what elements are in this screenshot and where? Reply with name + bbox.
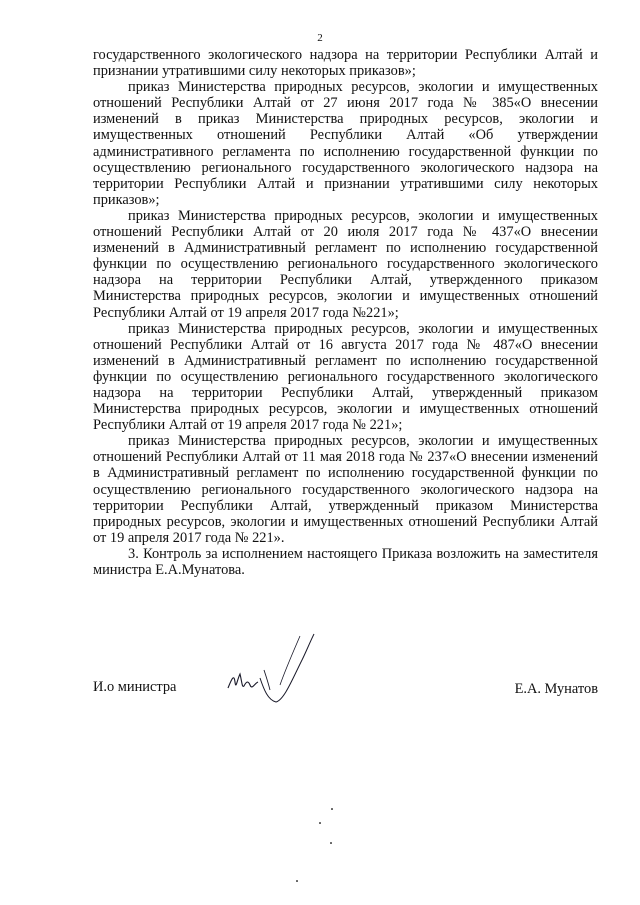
paragraph-6: 3. Контроль за исполнением настоящего Приказа возложить на заместителя министра Е.А.Мунатова. bbox=[93, 545, 598, 578]
paragraph-2: приказ Министерства природных ресурсов, экологии и имущественных отношений Республики Алтай от 27 июня 2017 года № 385«О внесении изменений в приказ Министерства природных ресурсов, экологии и имущественных отношений Республики Алтай «Об утверждении административного регламента по исполнению государственной функции по осуществлению регионального государственного экологического надзора на территории Республики Алтай и признании утратившими силу некоторых приказов»; bbox=[93, 79, 598, 208]
page-number: 2 bbox=[317, 32, 323, 44]
document-body bbox=[93, 47, 598, 578]
scan-speck bbox=[319, 822, 321, 824]
scan-speck bbox=[296, 880, 298, 882]
paragraph-1: государственного экологического надзора на территории Республики Алтай и признании утратившими силу некоторых приказов»; bbox=[93, 47, 598, 80]
paragraph-3: приказ Министерства природных ресурсов, экологии и имущественных отношений Республики Алтай от 20 июля 2017 года № 437«О внесении изменений в Административный регламент по исполнению государственной функции по осуществлению регионального государственного экологического надзора на территории Республики Алтай, утвержденного приказом Министерства природных ресурсов, экологии и имущественных отношений Республики Алтай от 19 апреля 2017 года №221»; bbox=[93, 207, 598, 321]
signature-title: И.о министра bbox=[93, 679, 177, 695]
scan-speck bbox=[331, 808, 333, 810]
handwritten-signature-icon bbox=[220, 630, 330, 710]
scan-speck bbox=[330, 842, 332, 844]
signature-name: Е.А. Мунатов bbox=[514, 681, 598, 697]
paragraph-4: приказ Министерства природных ресурсов, экологии и имущественных отношений Республики Алтай от 16 августа 2017 года № 487«О внесении изменений в Административный регламент по исполнению государственной функции по осуществлению регионального государственного экологического надзора на территории Республики Алтай, утвержденный приказом Министерства природных ресурсов, экологии и имущественных отношений Республики Алтай от 19 апреля 2017 года № 221»; bbox=[93, 320, 598, 434]
paragraph-5: приказ Министерства природных ресурсов, экологии и имущественных отношений Республики Алтай от 11 мая 2018 года № 237«О внесении изменений в Административный регламент по исполнению государственной функции по осуществлению регионального государственного экологического надзора на территории Республики Алтай, утвержденный приказом Министерства природных ресурсов, экологии и имущественных отношений Республики Алтай от 19 апреля 2017 года № 221». bbox=[93, 433, 598, 546]
